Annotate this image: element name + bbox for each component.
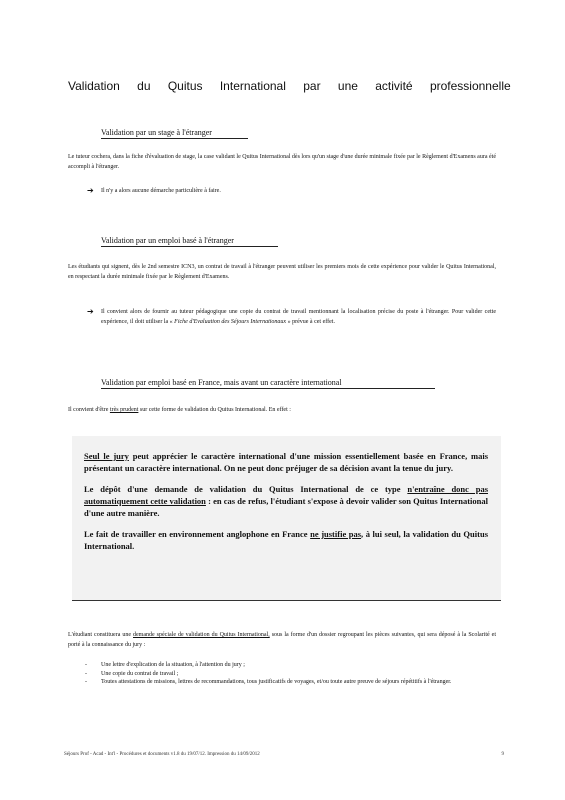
section-emploi-etranger-paragraph: Les étudiants qui signent, dès le 2nd semestre ICN3, un contrat de travail à l'étranger peuvent utiliser les premiers mois de cette expérience pour valider le Quitus International, en respectant la durée minimale fixée par le Règlement d'Examens. bbox=[68, 264, 496, 280]
dash-icon: - bbox=[85, 670, 87, 677]
box-paragraph-anglophone bbox=[84, 528, 488, 552]
list-item bbox=[85, 678, 496, 687]
footer-text: Séjours Prof - Acad - Int'l - Procédures et documents v1.8 du 19/07/12. Impression du 14/09/2012 bbox=[64, 752, 260, 757]
section-heading-stage-text: Validation par un stage à l'étranger bbox=[101, 128, 248, 139]
bullet-text-end: » prévue à cet effet. bbox=[287, 319, 335, 325]
box-depot-end: : en cas de refus, l'étudiant s'expose à devoir valider son Quitus International d'une autre manière. bbox=[84, 496, 488, 518]
section-heading-emploi-france bbox=[101, 378, 435, 389]
section-emploi-france-intro bbox=[68, 405, 496, 415]
dossier-start: L'étudiant constituera une bbox=[68, 632, 132, 638]
section-stage-bullet bbox=[87, 186, 496, 196]
list-item-text: Une lettre d'explication de la situation, à l'attention du jury ; bbox=[101, 662, 245, 668]
section-heading-emploi-etranger-text: Validation par un emploi basé à l'étranger bbox=[101, 236, 278, 247]
box-jury-emphasis: Seul le jury bbox=[84, 451, 129, 461]
box-anglophone-start: Le fait de travailler en environnement anglophone en France bbox=[84, 529, 308, 539]
arrow-icon: ➔ bbox=[87, 307, 94, 316]
intro-start: Il convient d'être bbox=[68, 407, 109, 413]
section-heading-stage bbox=[101, 128, 248, 139]
bullet-text-start: Il convient alors de fournir au tuteur pédagogique une copie du contrat de travail mentionnant la localisation précise du poste à l'étranger. Pour valider cette expérience, il doit utiliser la « bbox=[101, 309, 496, 325]
dossier-paragraph bbox=[68, 630, 496, 650]
box-depot-start: Le dépôt d'une demande de validation du Quitus International de ce type bbox=[84, 484, 401, 494]
dossier-end: sous la forme d'un dossier regroupant les pièces suivantes, qui sera déposé à la Scolarité et porté à la connaissance du jury : bbox=[68, 632, 496, 648]
section-stage-paragraph: Le tuteur cochera, dans la fiche d'évaluation de stage, la case validant le Quitus International dès lors qu'un stage d'une durée minimale fixée par le Règlement d'Examens aura été accompli à l'étranger. bbox=[68, 154, 496, 170]
dash-icon: - bbox=[85, 679, 87, 685]
dossier-list bbox=[85, 661, 496, 687]
dash-icon: - bbox=[85, 662, 87, 668]
box-paragraph-jury bbox=[84, 450, 488, 474]
list-item bbox=[85, 661, 496, 670]
section-heading-emploi-etranger bbox=[101, 236, 278, 247]
box-anglophone-end: , à lui seul, la validation du Quitus International. bbox=[84, 529, 489, 551]
form-name: Fiche d'Evaluation des Séjours Internationaux bbox=[174, 319, 287, 325]
box-depot-emphasis: n'entraîne donc pas automatiquement cette validation bbox=[84, 484, 488, 506]
list-item bbox=[85, 670, 496, 679]
section-stage-bullet-text: Il n'y a alors aucune démarche particulière à faire. bbox=[101, 188, 221, 194]
page-title: Validation du Quitus International par une activité professionnelle bbox=[68, 79, 511, 93]
intro-end: sur cette forme de validation du Quitus International. En effet : bbox=[139, 407, 291, 413]
intro-emphasis: très prudent bbox=[109, 407, 139, 413]
section-emploi-etranger-bullet bbox=[87, 307, 496, 327]
list-item-text: Une copie du contrat de travail ; bbox=[101, 670, 179, 677]
box-jury-text: peut apprécier le caractère international d'une mission essentiellement basée en France, mais présentant un caractère international. On ne peut donc préjuger de sa décision avant la tenue du jury. bbox=[84, 451, 489, 473]
box-anglophone-emphasis: ne justifie pas bbox=[310, 529, 362, 539]
section-heading-emploi-france-text: Validation par emploi basé en France, mais avant un caractère international bbox=[101, 378, 435, 389]
page-number: 9 bbox=[501, 752, 504, 757]
dossier-emphasis: demande spéciale de validation du Quitus International, bbox=[133, 632, 270, 638]
page-footer bbox=[64, 752, 504, 757]
list-item-text: Toutes attestations de missions, lettres de recommandations, tous justificatifs de voyages, et/ou toute autre preuve de séjours répétitifs à l'étranger. bbox=[101, 679, 452, 685]
box-paragraph-depot bbox=[84, 483, 488, 519]
warning-box bbox=[72, 436, 501, 601]
arrow-icon: ➔ bbox=[87, 186, 94, 195]
